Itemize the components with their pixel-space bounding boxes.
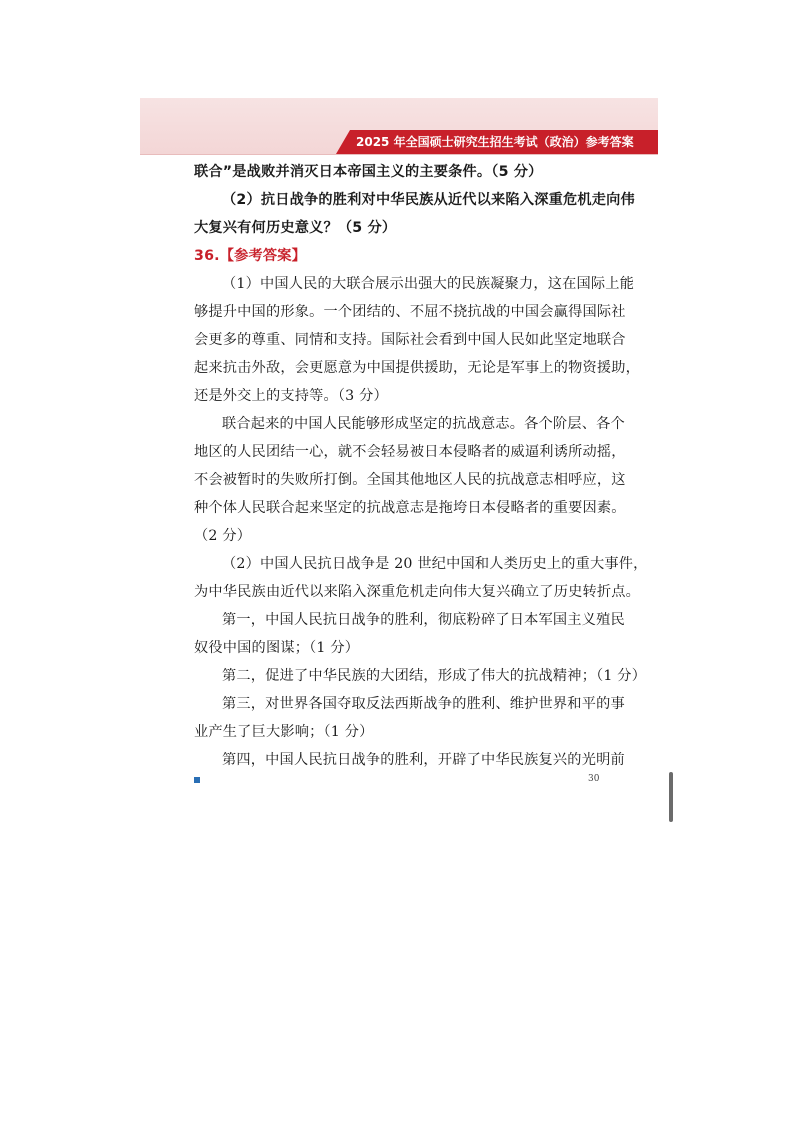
answer-line: 不会被暂时的失败所打倒。全国其他地区人民的抗战意志相呼应，这 bbox=[194, 472, 626, 488]
answer-line: 起来抗击外敌，会更愿意为中国提供援助，无论是军事上的物资援助， bbox=[194, 360, 641, 376]
answer-line: （2）中国人民抗日战争是 20 世纪中国和人类历史上的重大事件， bbox=[222, 556, 648, 572]
answer-line: （1）中国人民的大联合展示出强大的民族凝聚力，这在国际上能 bbox=[222, 276, 635, 292]
answer-line: （2 分） bbox=[194, 528, 252, 544]
answer-line: 奴役中国的图谋；（1 分） bbox=[194, 640, 360, 656]
answer-line: 还是外交上的支持等。（3 分） bbox=[194, 388, 388, 404]
question-line: 联合”是战败并消灭日本帝国主义的主要条件。（5 分） bbox=[194, 164, 543, 180]
answer-line: 地区的人民团结一心，就不会轻易被日本侵略者的威逼利诱所动摇， bbox=[194, 444, 626, 460]
answer-heading: 36.【参考答案】 bbox=[194, 248, 307, 264]
page-body bbox=[194, 158, 648, 774]
scrollbar-thumb[interactable] bbox=[669, 772, 673, 822]
page-header-title: 2025 年全国硕士研究生招生考试（政治）参考答案 bbox=[356, 135, 634, 149]
page-number: 30 bbox=[588, 774, 600, 784]
answer-line: 够提升中国的形象。一个团结的、不屈不挠抗战的中国会赢得国际社 bbox=[194, 304, 626, 320]
answer-line: 业产生了巨大影响；（1 分） bbox=[194, 724, 374, 740]
answer-line: 第二，促进了中华民族的大团结，形成了伟大的抗战精神；（1 分） bbox=[222, 668, 647, 684]
footer-square-marker bbox=[194, 777, 200, 783]
answer-line: 第四，中国人民抗日战争的胜利，开辟了中华民族复兴的光明前 bbox=[222, 752, 625, 768]
answer-line: 会更多的尊重、同情和支持。国际社会看到中国人民如此坚定地联合 bbox=[194, 332, 626, 348]
answer-line: 种个体人民联合起来坚定的抗战意志是拖垮日本侵略者的重要因素。 bbox=[194, 500, 626, 516]
answer-line: 为中华民族由近代以来陷入深重危机走向伟大复兴确立了历史转折点。 bbox=[194, 584, 641, 600]
answer-line: 第一，中国人民抗日战争的胜利，彻底粉碎了日本军国主义殖民 bbox=[222, 612, 625, 628]
answer-line: 联合起来的中国人民能够形成坚定的抗战意志。各个阶层、各个 bbox=[222, 416, 625, 432]
answer-line: 第三，对世界各国夺取反法西斯战争的胜利、维护世界和平的事 bbox=[222, 696, 625, 712]
question-line: 大复兴有何历史意义？（5 分） bbox=[194, 220, 397, 236]
question-line: （2）抗日战争的胜利对中华民族从近代以来陷入深重危机走向伟 bbox=[222, 192, 635, 208]
header-divider bbox=[140, 154, 658, 155]
